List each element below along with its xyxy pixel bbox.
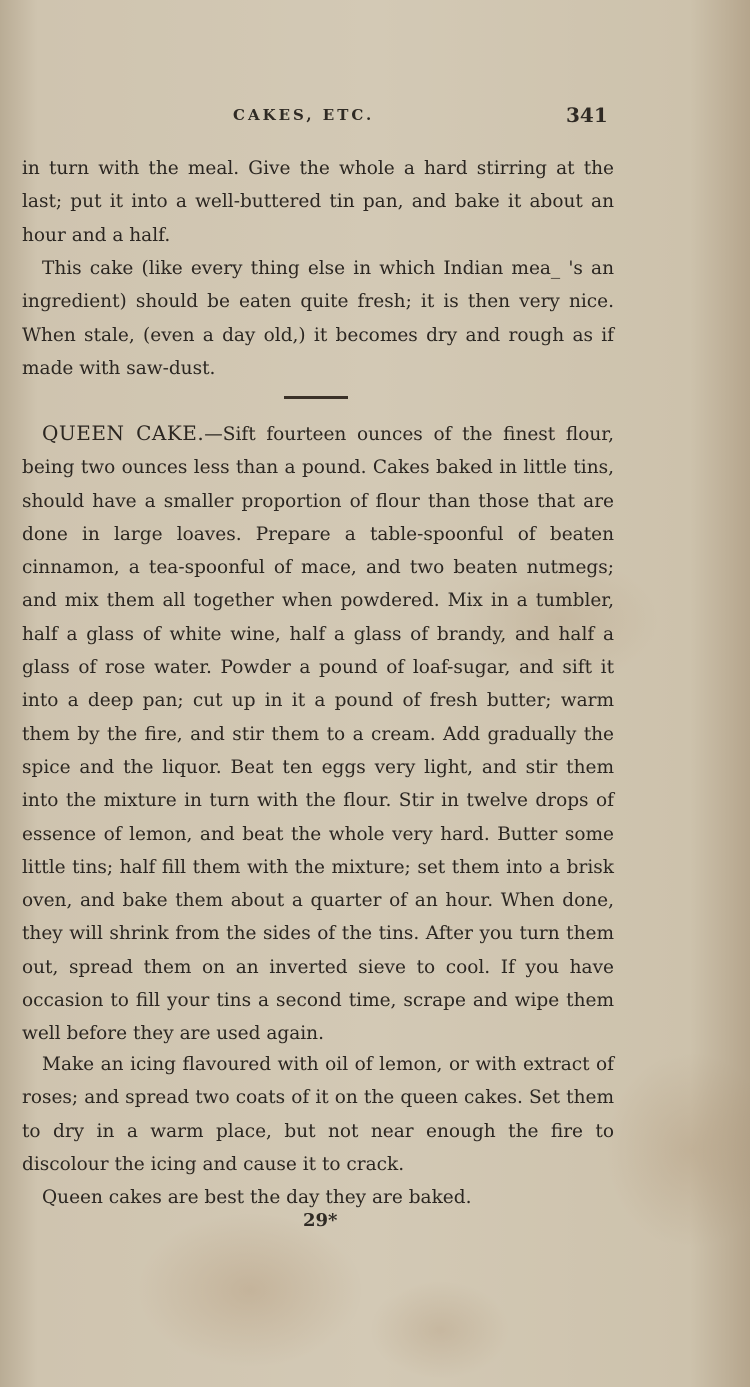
recipe-body: —Sift fourteen ounces of the finest flour, being two ounces less than a pound. Cakes baked in little tins, should have a smaller proportion of flour than those that are done in large loaves. Prepare a table-spoonful of beaten cinnamon, a tea-spoonful of mace, and two beaten nutmegs; and mix them all together when powdered. Mix in a tumbler, half a glass of white wine, half a glass of brandy, and half a glass of rose water. Powder a pound of loaf-sugar, and sift it into a deep pan; cut up in it a pound of fresh butter; warm them by the fire, and stir them to a cream. Add gradually the spice and the liquor. Beat ten eggs very light, and stir them into the mixture in turn with the flour. Stir in twelve drops of essence of lemon, and beat the whole very hard. Butter some little tins; half fill them with the mixture; set them into a brisk oven, and bake them about a quarter of an hour. When done, they will shrink from the sides of the tins. After you turn them out, spread them on an inverted sieve to cool. If you have occasion to fill your tins a second time, scrape and wipe them well before they are used again. bbox=[22, 424, 614, 1045]
paragraph-continued: in turn with the meal. Give the whole a hard stirring at the last; put it into a well-buttered tin pan, and bake it about an hour and a half. bbox=[22, 158, 614, 246]
paragraph-indian-meal-note: This cake (like every thing else in which Indian mea_ 's an ingredient) should be eaten quite fresh; it is then very nice. When stale, (even a day old,) it becomes dry and rough as if made with saw-dust. bbox=[22, 258, 614, 379]
recipe-queen-cake bbox=[22, 417, 614, 1051]
running-head bbox=[0, 103, 750, 136]
section-divider bbox=[284, 396, 348, 399]
page-number: 341 bbox=[566, 103, 608, 127]
paragraph-icing: Make an icing flavoured with oil of lemon, or with extract of roses; and spread two coats of it on the queen cakes. Set them to dry in a warm place, but not near enough the fire to discolour the icing and cause it to crack. bbox=[22, 1054, 614, 1175]
signature-mark: 29* bbox=[303, 1210, 338, 1231]
paragraph-serving-note: Queen cakes are best the day they are baked. bbox=[42, 1187, 472, 1208]
recipe-title: QUEEN CAKE. bbox=[42, 421, 205, 445]
running-head-title: CAKES, ETC. bbox=[233, 106, 375, 124]
